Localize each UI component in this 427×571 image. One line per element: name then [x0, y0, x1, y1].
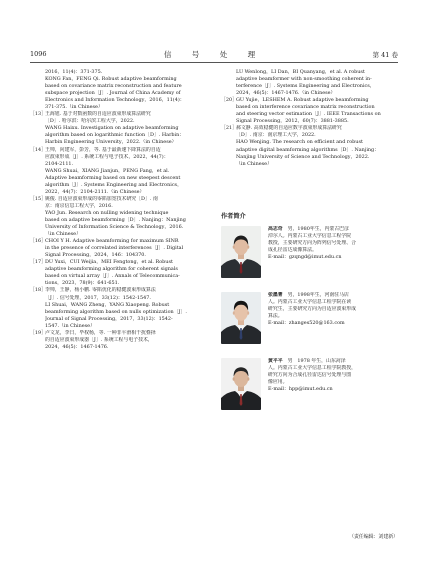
bio-line: 算法。	[268, 313, 283, 320]
reference-line: based on adaptive beamforming［D］. Nanjing：Nanjing	[45, 216, 186, 223]
reference-line: 2016，11(4)：371-375.	[45, 69, 103, 75]
reference-number: ［21］	[221, 125, 238, 132]
page-number: 1096	[30, 50, 47, 58]
reference-line: Harbin Engineering University，2022.（in Chinese）	[45, 139, 177, 146]
journal-title: 信 号 处 理	[163, 50, 265, 59]
reference-line: Signal Processing，2024，146：104370.	[45, 252, 146, 259]
reference-line: Electronics and Information Technology，2016，11(4)：	[45, 97, 185, 104]
volume-label: 第 41 卷	[372, 51, 398, 59]
reference-line: 李帅，王静，杨小鹏. 零陷优化的稳健波束形成算法	[45, 287, 156, 294]
reference-line: 卢文龙，李日，毕权杨，等. 一种非平滑相干扰叠择	[45, 329, 156, 336]
reference-entry	[30, 196, 210, 238]
editor-note: （责任编辑：刘建新）	[349, 534, 398, 540]
reference-entry	[30, 238, 210, 259]
reference-line: 王帅，向建军，彭芳，等. 基于最新速下降算法的自适	[45, 146, 161, 153]
reference-line: WANG Haixu. Investigation on adaptive beamforming	[45, 125, 179, 132]
reference-line: beamforming algorithm based on nulls optimization［J］.	[45, 308, 187, 315]
reference-line: CHOI Y H. Adaptive beamforming for maximum SINR	[45, 238, 179, 245]
reference-line: Nanjing University of Science and Technology，2022.	[236, 153, 370, 160]
header-divider	[30, 62, 398, 63]
author-email: E-mail：zhanges520@163.com	[268, 320, 345, 327]
reference-entry	[30, 259, 210, 287]
bio-line: 男 1978 年生，山东菏泽	[287, 358, 346, 364]
reference-line: （in Chinese）	[45, 231, 81, 238]
reference-line: ［D］. 哈尔滨：哈尔滨工程大学，2022.	[45, 118, 135, 125]
reference-number: ［17］	[30, 259, 47, 266]
reference-line: in the presence of correlated interferences［J］. Digital	[45, 245, 184, 252]
bio-line: 研究方向为合成孔径雷达信号处理与图	[268, 372, 352, 379]
reference-line: 371-375.（in Chinese）	[45, 104, 103, 111]
reference-number: ［19］	[30, 329, 47, 336]
reference-line: tions，2023，78(9)：641-651.	[45, 280, 120, 287]
reference-line: algorithm based on logarithmic function［D］. Harbin：	[45, 132, 185, 139]
reference-number: ［13］	[30, 111, 47, 118]
left-reference-column	[30, 69, 210, 351]
reference-number: ［18］	[30, 287, 47, 294]
author-photo	[221, 358, 261, 410]
reference-line: 应波束形成［J］. 系统工程与电子技术，2022，44(7)：	[45, 153, 169, 160]
reference-entry	[30, 147, 210, 196]
bio-line: 研究生，主要研究方向为自适应波束形成	[268, 306, 357, 313]
reference-line: adaptive beamforming algorithm for coherent signals	[45, 266, 178, 273]
bio-line: 人。内蒙古工业大学信息工程学院教授，	[268, 365, 357, 372]
bio-line: 男，1980年生，内蒙古巴彦	[287, 226, 349, 232]
reference-line: based on covariance matrix reconstruction and feature	[45, 83, 182, 90]
reference-line: LU Wenlong，LI Dan，BI Quanyang，et al. A robust	[236, 69, 365, 75]
reference-line: 王海旭. 基于对数函数的自适应波束形成算法研究	[45, 111, 151, 118]
reference-line: 2104-2111.	[45, 160, 74, 167]
author-email: E-mail：gzqngd@imut.edu.cn	[268, 254, 342, 261]
author-name: 高志奇	[268, 226, 283, 232]
reference-number: ［20］	[221, 97, 238, 104]
reference-entry	[30, 111, 210, 146]
reference-entry	[30, 330, 210, 351]
reference-line: 2024，46(5)：1467-1476.（in Chinese）	[236, 90, 336, 97]
reference-line: Signal Processing，2012，60(7)：3881-3885.	[236, 118, 349, 125]
reference-number: ［15］	[30, 195, 47, 202]
reference-line: KONG Fan，FENG Qi. Robust adaptive beamforming	[45, 76, 177, 83]
author-photo	[221, 292, 261, 344]
reference-line: subspace projection［J］. Journal of China Academy of	[45, 90, 181, 97]
reference-line: （in Chinese）	[236, 160, 272, 167]
reference-line: algorithm［J］. Systems Engineering and Electronics，	[45, 181, 182, 188]
authors-section-title: 作者简介	[221, 213, 246, 220]
reference-entry	[221, 125, 398, 167]
reference-line: HAO Wenjing. The research on efficient and robust	[236, 139, 363, 146]
reference-line: Adaptive beamforming based on new steepest descent	[45, 174, 181, 181]
reference-line: 2022，44(7)：2104-2111.（in Chinese）	[45, 188, 145, 195]
reference-line: WANG Shuai，XIANG Jianjun，PENG Fang，et al.	[45, 167, 170, 174]
bio-line: 教授，主要研究方向为阵列信号处理、合	[268, 240, 357, 247]
bio-line: 成孔径雷达成像算法。	[268, 247, 317, 254]
reference-line: 的自适应波束形成器［J］. 系统工程与电子技术，	[45, 336, 153, 343]
reference-line: 郝文静. 高效稳健的自适应数字波束形成算法研究	[236, 125, 342, 132]
reference-number: ［14］	[30, 146, 47, 153]
bio-line: 淖尔人。内蒙古工业大学信息工程学院	[268, 233, 352, 240]
author-photo	[221, 226, 261, 278]
reference-line: 京：南京信息工程大学，2016.	[45, 202, 113, 209]
reference-line: and steering vector estimation［J］. IEEE Transactions on	[236, 111, 381, 118]
reference-line: terference［J］. Systems Engineering and Electronics，	[236, 83, 375, 90]
running-header	[30, 50, 398, 62]
reference-line: 2024，46(5)：1467-1476.	[45, 343, 109, 350]
reference-line: ［J］. 信号处理，2017，33(12)：1542-1547.	[45, 294, 151, 301]
reference-line: based on virtual array［J］. Annals of Telecommunica-	[45, 273, 180, 280]
reference-entry	[221, 69, 398, 97]
reference-entry	[30, 69, 210, 111]
reference-entry	[30, 287, 210, 329]
right-reference-column	[221, 69, 398, 168]
reference-line: adaptive beamformer with non-smoothing coherent in-	[236, 76, 372, 83]
reference-line: 1547.（in Chinese）	[45, 322, 95, 329]
reference-line: University of Information Science & Technology，2016.	[45, 224, 184, 231]
reference-entry	[221, 97, 398, 125]
bio-line: 像应用。	[268, 379, 288, 386]
reference-line: GU Yujie，LESHEM A. Robust adaptive beamforming	[236, 97, 369, 104]
author-email: E-mail：hpp@imut.edu.cn	[268, 386, 333, 393]
reference-number: ［16］	[30, 238, 47, 245]
author-name: 张墨菁	[268, 292, 283, 298]
bio-line: 男，1998年生，河南驻马店	[287, 292, 349, 298]
reference-line: based on interference covariance matrix reconstruction	[236, 104, 375, 111]
reference-line: ［D］. 南京：南京理工大学，2022.	[236, 132, 316, 139]
author-name: 黄平平	[268, 358, 283, 364]
reference-line: DU Yuxi，CUI Weijia，MEI Fengtong，et al. Robust	[45, 259, 173, 266]
bio-line: 人。内蒙古工业大学信息工程学院在读	[268, 299, 352, 306]
reference-line: LI Shuai，WANG Zheng，YANG Xiaopeng. Robust	[45, 301, 170, 308]
reference-line: 姚俊. 自适应波束形成的零陷加宽技术研究［D］. 南	[45, 195, 158, 202]
reference-line: YAO Jun. Research on nulling widening technique	[45, 209, 169, 216]
reference-line: Journal of Signal Processing，2017，33(12)：1542-	[45, 315, 173, 322]
reference-line: adaptive digital beamforming algorithms［D］. Nanjing：	[236, 146, 380, 153]
